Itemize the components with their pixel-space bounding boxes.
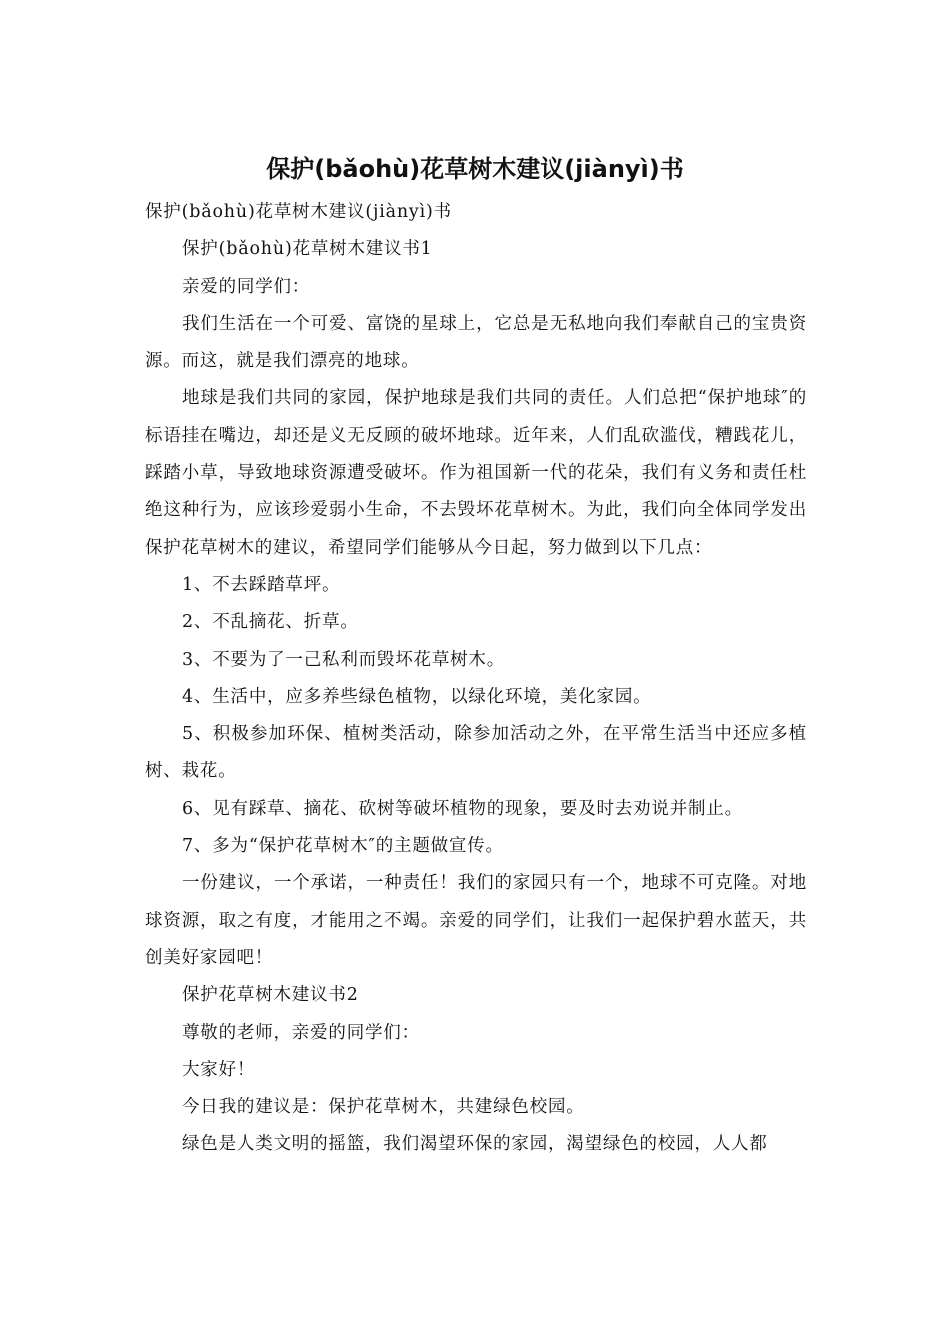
salutation: 亲爱的同学们： [182, 276, 311, 297]
document-body [145, 194, 807, 1164]
paragraph: 绿色是人类文明的摇篮，我们渴望环保的家园，渴望绿色的校园，人人都 [182, 1134, 768, 1155]
list-item: 7、多为“保护花草树木″的主题做宣传。 [182, 836, 504, 857]
salutation: 尊敬的老师，亲爱的同学们： [182, 1022, 420, 1043]
paragraph: 地球是我们共同的家园，保护地球是我们共同的责任。人们总把“保护地球″的标语挂在嘴边，却还是义无反顾的破坏地球。近年来，人们乱砍滥伐，糟践花儿，踩踏小草，导致地球资源遭受破坏。作为祖国新一代的花朵，我们有义务和责任杜绝这种行为，应该珍爱弱小生命，不去毁坏花草树木。为此，我们向全体同学发出保护花草树木的建议，希望同学们能够从今日起，努力做到以下几点： [145, 388, 807, 558]
paragraph: 一份建议，一个承诺，一种责任！我们的家园只有一个，地球不可克隆。对地球资源，取之有度，才能用之不竭。亲爱的同学们，让我们一起保护碧水蓝天，共创美好家园吧！ [145, 873, 807, 968]
list-item: 2、不乱摘花、折草。 [182, 612, 359, 633]
paragraph-subtitle: 保护(bǎohù)花草树木建议(jiànyì)书 [145, 202, 452, 222]
greeting: 大家好！ [182, 1059, 256, 1080]
document-title: 保护(bǎohù)花草树木建议(jiànyì)书 [266, 155, 684, 183]
paragraph: 今日我的建议是：保护花草树木，共建绿色校园。 [182, 1097, 585, 1118]
list-item: 3、不要为了一己私利而毁坏花草树木。 [182, 649, 506, 670]
list-item: 5、积极参加环保、植树类活动，除参加活动之外，在平常生活当中还应多植树、栽花。 [145, 724, 807, 782]
paragraph: 我们生活在一个可爱、富饶的星球上，它总是无私地向我们奉献自己的宝贵资源。而这，就是我们漂亮的地球。 [145, 313, 807, 372]
list-item: 6、见有踩草、摘花、砍树等破坏植物的现象，要及时去劝说并制止。 [182, 798, 743, 819]
section-heading-1: 保护(bǎohù)花草树木建议书1 [182, 239, 433, 260]
list-item: 1、不去踩踏草坪。 [182, 574, 341, 595]
list-item: 4、生活中，应多养些绿色植物，以绿化环境，美化家园。 [182, 686, 652, 707]
section-heading-2: 保护花草树木建议书2 [182, 985, 359, 1006]
